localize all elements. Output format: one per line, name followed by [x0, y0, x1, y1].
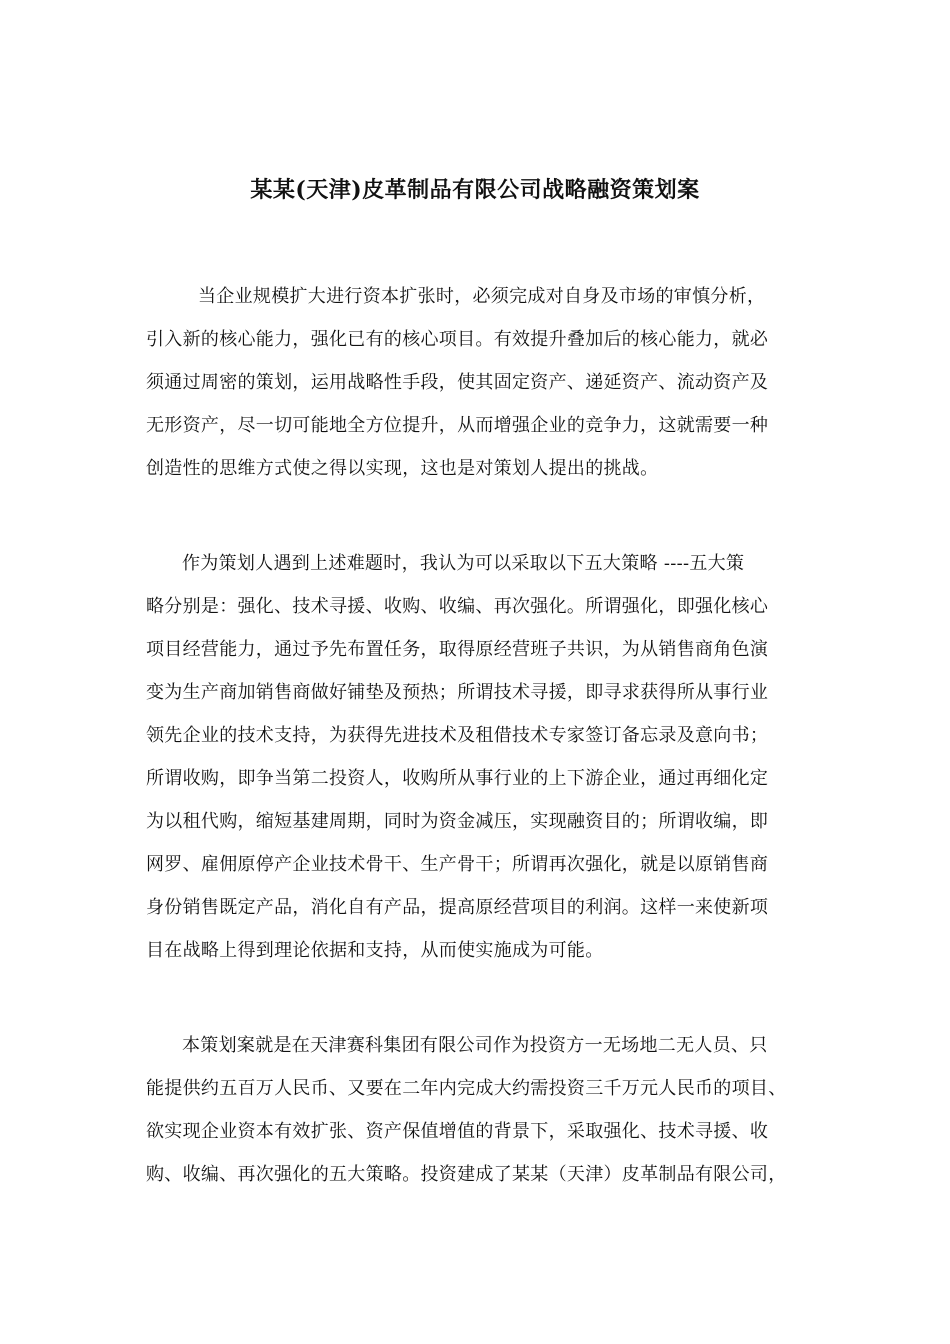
paragraph-2-line-5: 领先企业的技术支持，为获得先进技术及租借技术专家签订备忘录及意向书； [146, 725, 769, 746]
paragraph-3-line-1: 本策划案就是在天津赛科集团有限公司作为投资方一无场地二无人员、只 [182, 1035, 768, 1056]
paragraph-3-line-3: 欲实现企业资本有效扩张、资产保值增值的背景下，采取强化、技术寻援、收 [146, 1121, 769, 1142]
paragraph-2-line-8: 网罗、雇佣原停产企业技术骨干、生产骨干；所谓再次强化，就是以原销售商 [146, 854, 769, 875]
paragraph-2-line-3: 项目经营能力，通过予先布置任务，取得原经营班子共识，为从销售商角色演 [146, 639, 769, 660]
paragraph-2-line-9: 身份销售既定产品，消化自有产品，提高原经营项目的利润。这样一来使新项 [146, 897, 769, 918]
paragraph-3-line-4: 购、收编、再次强化的五大策略。投资建成了某某（天津）皮革制品有限公司， [146, 1164, 787, 1185]
paragraph-2-line-2: 略分别是：强化、技术寻援、收购、收编、再次强化。所谓强化，即强化核心 [146, 596, 769, 617]
paragraph-3-line-2: 能提供约五百万人民币、又要在二年内完成大约需投资三千万元人民币的项目、 [146, 1078, 787, 1099]
paragraph-2-line-6: 所谓收购，即争当第二投资人，收购所从事行业的上下游企业，通过再细化定 [146, 768, 769, 789]
paragraph-1-line-5: 创造性的思维方式使之得以实现，这也是对策划人提出的挑战。 [146, 458, 659, 479]
document-title: 某某(天津)皮革制品有限公司战略融资策划案 [250, 177, 700, 203]
paragraph-2-line-4: 变为生产商加销售商做好铺垫及预热；所谓技术寻援，即寻求获得所从事行业 [146, 682, 769, 703]
paragraph-1-line-3: 须通过周密的策划，运用战略性手段，使其固定资产、递延资产、流动资产及 [146, 372, 769, 393]
paragraph-1-line-4: 无形资产，尽一切可能地全方位提升，从而增强企业的竞争力，这就需要一种 [146, 415, 769, 436]
paragraph-1-line-1: 当企业规模扩大进行资本扩张时，必须完成对自身及市场的审慎分析， [198, 286, 766, 307]
paragraph-2-line-10: 目在战略上得到理论依据和支持，从而使实施成为可能。 [146, 940, 604, 961]
paragraph-2-line-1: 作为策划人遇到上述难题时，我认为可以采取以下五大策略 ----五大策 [182, 553, 745, 574]
paragraph-1-line-2: 引入新的核心能力，强化已有的核心项目。有效提升叠加后的核心能力，就必 [146, 329, 769, 350]
paragraph-2-line-7: 为以租代购，缩短基建周期，同时为资金减压，实现融资目的；所谓收编，即 [146, 811, 769, 832]
